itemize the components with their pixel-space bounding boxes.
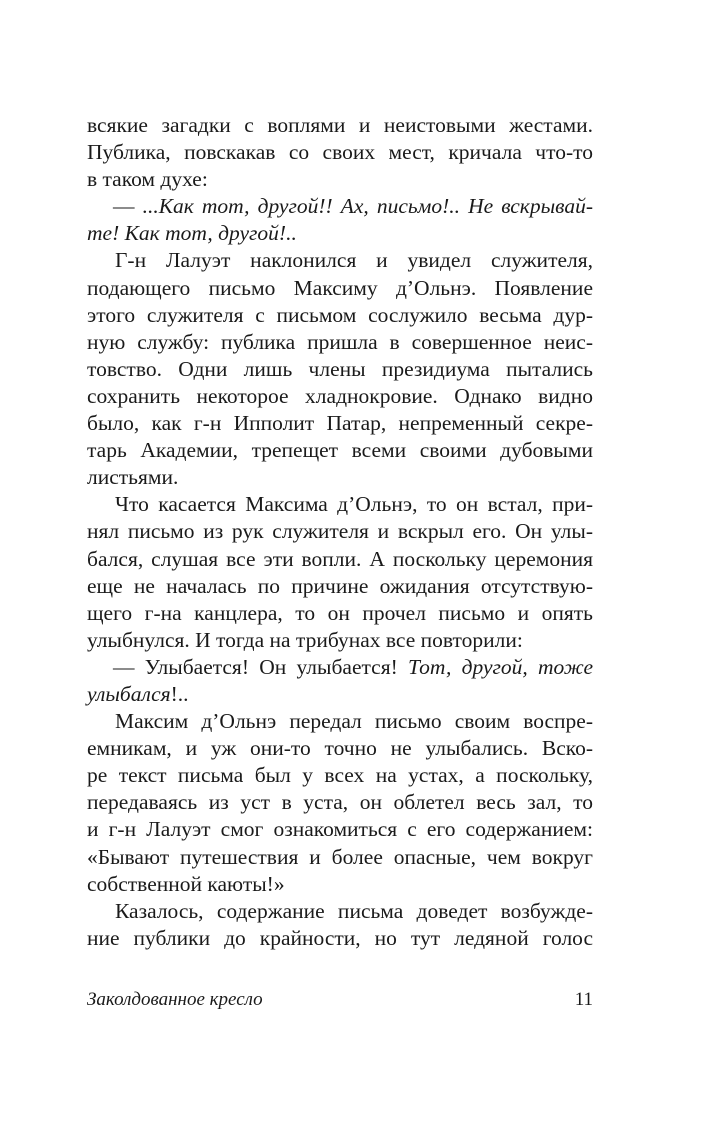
- text-run: щего г-на канцлера, то он прочел письмо и опять: [87, 600, 593, 625]
- text-line: [87, 898, 593, 925]
- text-run: передаваясь из уст в уста, он облетел весь зал, то: [87, 790, 593, 815]
- text-run: в таком духе:: [87, 167, 208, 192]
- text-run: ре текст письма был у всех на устах, а поскольку,: [87, 763, 593, 788]
- text-line: [87, 247, 593, 274]
- text-run: Что касается Максима д’Ольнэ, то он встал, при-: [115, 492, 593, 517]
- running-title: Заколдованное кресло: [87, 989, 263, 1010]
- page-number: 11: [574, 989, 593, 1010]
- text-run: листьями.: [87, 465, 179, 490]
- italic-text: улыбался: [87, 681, 171, 706]
- text-run: — Улыбается! Он улыбается!: [113, 654, 408, 679]
- text-run: было, как г-н Ипполит Патар, непременный секре-: [87, 411, 593, 436]
- text-line: [87, 546, 593, 573]
- text-run: Казалось, содержание письма доведет возбужде-: [115, 898, 593, 923]
- text-line: [87, 708, 593, 735]
- page-body-text: [87, 112, 593, 952]
- text-line: [87, 220, 593, 247]
- italic-text: те! Как тот, другой!..: [87, 221, 297, 246]
- text-line: [87, 681, 593, 708]
- text-run: тарь Академии, трепещет всеми своими дубовыми: [87, 438, 593, 463]
- italic-text: ...Как тот, другой!! Ах, письмо!.. Не вскрывай-: [142, 194, 594, 219]
- text-run: бался, слушая все эти вопли. А поскольку церемония: [87, 546, 593, 571]
- text-run: «Бывают путешествия и более опасные, чем вокруг: [87, 844, 593, 869]
- text-line: [87, 329, 593, 356]
- text-line: [87, 627, 593, 654]
- text-line: [87, 600, 593, 627]
- text-run: всякие загадки с воплями и неистовыми жестами.: [87, 113, 593, 137]
- text-line: [87, 654, 593, 681]
- text-run: —: [113, 194, 143, 219]
- text-line: [87, 193, 593, 220]
- text-line: [87, 356, 593, 383]
- text-line: [87, 518, 593, 545]
- text-run: нял письмо из рук служителя и вскрыл его. Он улы-: [87, 519, 593, 544]
- text-run: Г-н Лалуэт наклонился и увидел служителя,: [115, 248, 593, 273]
- text-line: [87, 437, 593, 464]
- text-line: [87, 410, 593, 437]
- text-line: [87, 762, 593, 789]
- text-line: [87, 491, 593, 518]
- text-run: подающего письмо Максиму д’Ольнэ. Появление: [87, 275, 593, 300]
- text-line: [87, 139, 593, 166]
- page-footer: [87, 988, 593, 1012]
- text-run: еще не началась по причине ожидания отсутствую-: [87, 573, 593, 598]
- text-run: Максим д’Ольнэ передал письмо своим воспре-: [115, 709, 593, 734]
- text-run: товство. Одни лишь члены президиума пытались: [87, 356, 593, 381]
- text-line: [87, 925, 593, 952]
- text-run: ную службу: публика пришла в совершенное неис-: [87, 329, 593, 354]
- text-line: [87, 302, 593, 329]
- text-line: [87, 871, 593, 898]
- text-run: Публика, повскакав со своих мест, кричала что-то: [87, 140, 593, 165]
- text-line: [87, 383, 593, 410]
- text-line: [87, 464, 593, 491]
- text-line: [87, 275, 593, 302]
- text-run: емникам, и уж они-то точно не улыбались. Вско-: [87, 736, 593, 761]
- text-run: этого служителя с письмом сослужило весьма дур-: [87, 302, 593, 327]
- text-run: ние публики до крайности, но тут ледяной голос: [87, 925, 593, 950]
- text-run: собственной каюты!»: [87, 871, 285, 896]
- text-line: [87, 166, 593, 193]
- text-run: !..: [170, 681, 189, 706]
- text-line: [87, 816, 593, 843]
- text-line: [87, 789, 593, 816]
- text-line: [87, 112, 593, 139]
- text-line: [87, 844, 593, 871]
- italic-text: Тот, другой, тоже: [408, 654, 593, 679]
- text-line: [87, 573, 593, 600]
- text-run: сохранить некоторое хладнокровие. Однако видно: [87, 383, 593, 408]
- text-run: улыбнулся. И тогда на трибунах все повторили:: [87, 627, 523, 652]
- text-line: [87, 735, 593, 762]
- text-run: и г-н Лалуэт смог ознакомиться с его содержанием:: [87, 817, 593, 842]
